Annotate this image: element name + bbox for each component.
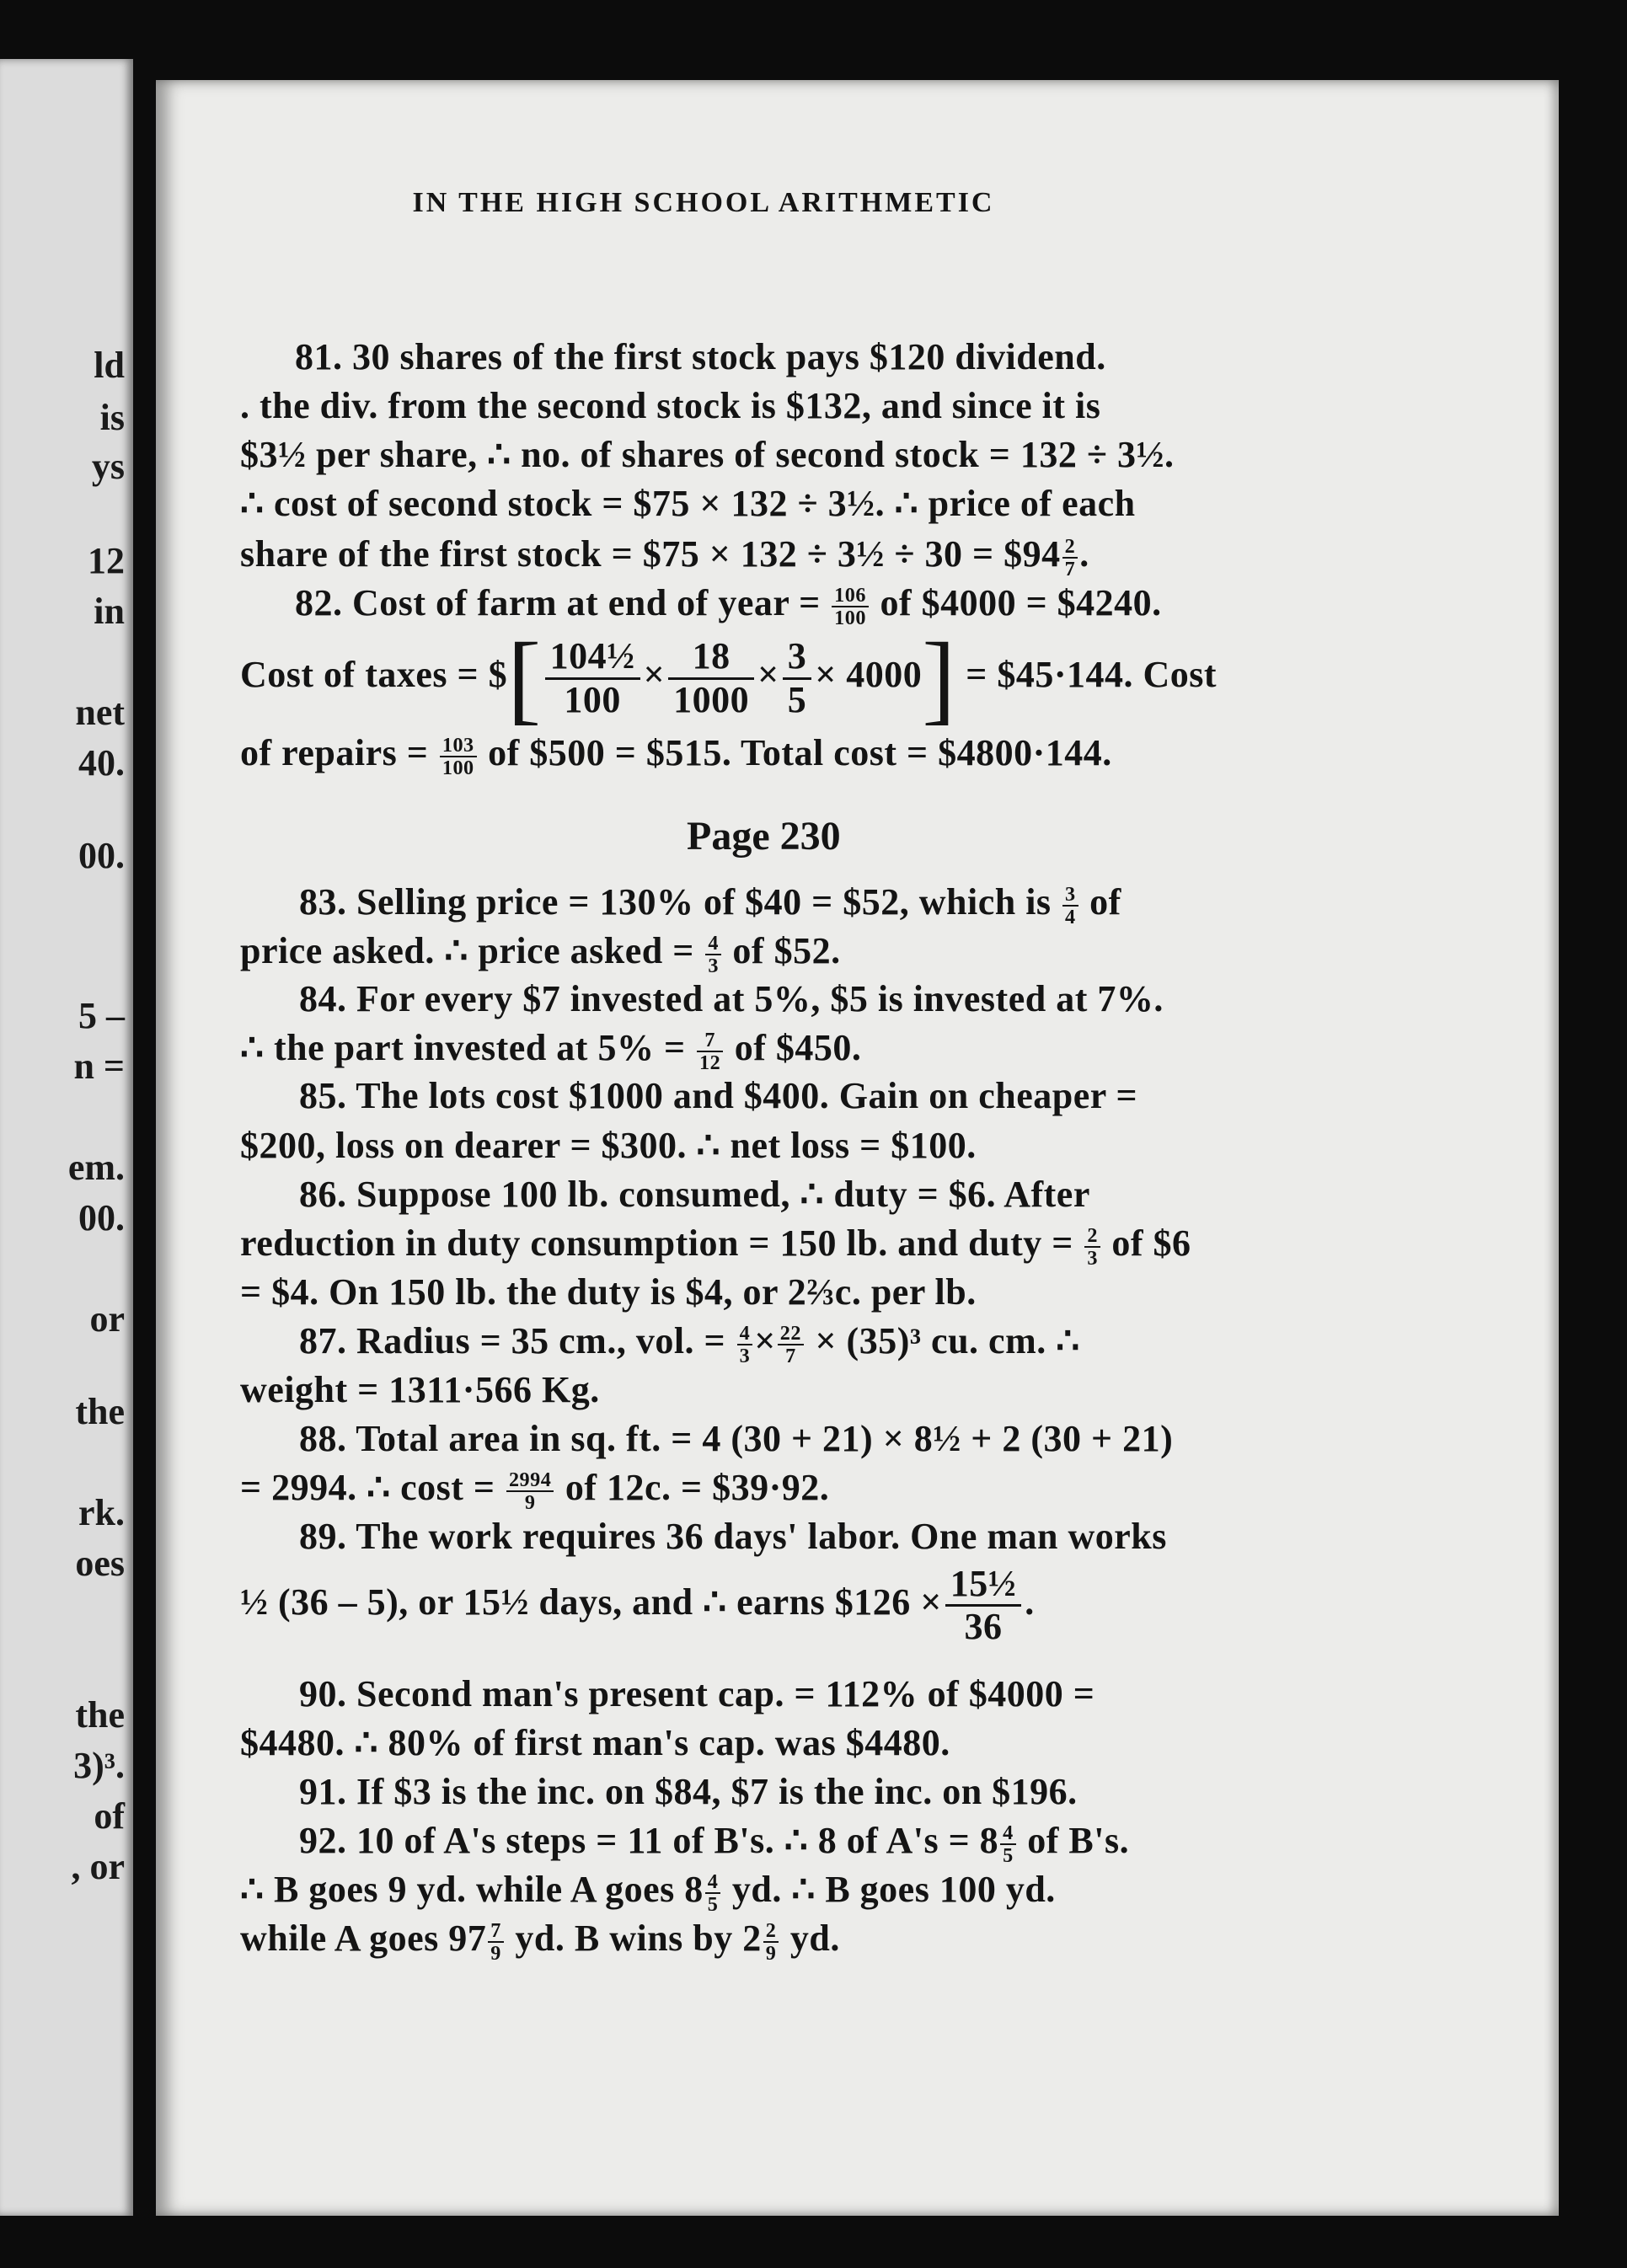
fraction: $\frac{4}{3}$ — [737, 1323, 753, 1367]
fraction: $\frac{2}{9}$ — [763, 1920, 779, 1965]
fraction: $\frac{22}{7}$ — [778, 1323, 804, 1367]
fraction: $\frac{4}{5}$ — [1000, 1822, 1016, 1867]
page-heading: Page 230 — [687, 814, 841, 859]
left-page-fragment: or — [89, 1298, 125, 1340]
left-page-fragment: of — [94, 1795, 125, 1837]
text-line: price asked. ∴ price asked = $\frac{4}{3}$ of $52. — [240, 930, 841, 977]
left-page-fragment: 00. — [78, 835, 125, 876]
left-page-fragment: net — [75, 692, 125, 733]
text-line: 83. Selling price = 130% of $40 = $52, which is $\frac{3}{4}$ of — [299, 881, 1121, 928]
text-line: ∴ cost of second stock = $75 × 132 ÷ 3½. ∴ price of each — [240, 483, 1136, 524]
left-page-fragment: ys — [91, 446, 125, 487]
text-line: of repairs = $\frac{103}{100}$ of $500 = $515. Total cost = $4800·144. — [240, 732, 1112, 779]
text-line: 86. Suppose 100 lb. consumed, ∴ duty = $6. After — [299, 1174, 1090, 1215]
left-page-fragment: 00. — [78, 1197, 125, 1238]
text-line: 87. Radius = 35 cm., vol. = $\frac{4}{3}$ × $\frac{22}{7}$ × (35)³ cu. cm. ∴ — [299, 1320, 1080, 1367]
fraction: $\frac{4}{5}$ — [705, 1871, 721, 1916]
fraction: $\frac{3}{5}$ — [783, 636, 812, 720]
fraction: $\frac{\text{104½}}{100}$ — [545, 636, 640, 720]
text-line: $200, loss on dearer = $300. ∴ net loss = $100. — [240, 1125, 977, 1166]
left-page-fragment: 3)³. — [73, 1745, 125, 1786]
fraction: $\frac{7}{12}$ — [697, 1030, 723, 1074]
fraction: $\frac{7}{9}$ — [488, 1920, 504, 1965]
text-line: while A goes 97 $\frac{7}{9}$ yd. B wins by 2 $\frac{2}{9}$ yd. — [240, 1918, 840, 1965]
text-line: ½ (36 – 5), or 15½ days, and ∴ earns $126 × $\frac{\text{15½}}{36}$ . — [240, 1563, 1035, 1648]
left-page-fragment: 40. — [78, 742, 125, 784]
left-page-fragment: oes — [75, 1543, 125, 1584]
text-line: $4480. ∴ 80% of first man's cap. was $4480. — [240, 1722, 950, 1763]
fraction: $\frac{103}{100}$ — [440, 735, 477, 779]
text-line: ∴ the part invested at 5% = $\frac{7}{12}$ of $450. — [240, 1027, 862, 1074]
left-page-fragment: in — [94, 591, 125, 632]
text-line: 90. Second man's present cap. = 112% of $4000 = — [299, 1673, 1095, 1714]
text-line: $3½ per share, ∴ no. of shares of second stock = 132 ÷ 3½. — [240, 434, 1175, 475]
fraction: $\frac{4}{3}$ — [705, 933, 721, 977]
left-page-fragment: 5 – — [78, 995, 125, 1036]
text-line: weight = 1311·566 Kg. — [240, 1369, 600, 1410]
text-line: 88. Total area in sq. ft. = 4 (30 + 21) × 8½ + 2 (30 + 21) — [299, 1418, 1174, 1459]
text-line: 85. The lots cost $1000 and $400. Gain on cheaper = — [299, 1075, 1138, 1116]
left-page-edge — [0, 59, 133, 2216]
text-line: = $4. On 150 lb. the duty is $4, or 2⅔c. per lb. — [240, 1271, 977, 1313]
text-line: 82. Cost of farm at end of year = $\frac{106}{100}$ of $4000 = $4240. — [295, 582, 1162, 629]
text-line: 84. For every $7 invested at 5%, $5 is invested at 7%. — [299, 978, 1164, 1019]
text-line: ∴ B goes 9 yd. while A goes 8 $\frac{4}{5}$ yd. ∴ B goes 100 yd. — [240, 1869, 1056, 1916]
left-page-fragment: rk. — [78, 1492, 125, 1533]
text-line: 81. 30 shares of the first stock pays $120 dividend. — [295, 336, 1106, 377]
running-head: IN THE HIGH SCHOOL ARITHMETIC — [412, 187, 995, 218]
fraction: $\frac{18}{1000}$ — [668, 636, 754, 720]
fraction: $\frac{\text{15½}}{36}$ — [945, 1564, 1022, 1648]
fraction: $\frac{2}{3}$ — [1084, 1225, 1100, 1270]
left-page-fragment: the — [75, 1391, 125, 1432]
fraction: $\frac{3}{4}$ — [1062, 884, 1078, 928]
left-page-fragment: em. — [67, 1147, 125, 1188]
left-page-fragment: , or — [71, 1846, 125, 1887]
left-page-fragment: 12 — [88, 540, 125, 581]
text-line: reduction in duty consumption = 150 lb. and duty = $\frac{2}{3}$ of $6 — [240, 1222, 1191, 1270]
text-line: 91. If $3 is the inc. on $84, $7 is the inc. on $196. — [299, 1771, 1078, 1812]
fraction: $\frac{2}{7}$ — [1062, 536, 1078, 580]
text-line: share of the first stock = $75 × 132 ÷ 3½ ÷ 30 = $94 $\frac{2}{7}$ . — [240, 533, 1089, 580]
left-page-fragment: the — [75, 1694, 125, 1736]
fraction: $\frac{2994}{9}$ — [506, 1469, 554, 1514]
left-page-fragment: n = — [73, 1046, 125, 1087]
left-page-fragment: is — [99, 397, 125, 438]
text-line: Cost of taxes = $[ $\frac{\text{104½}}{100}$ × $\frac{18}{1000}$ × $\frac{3}{5}$ × 4000] = $45·144. Cost — [240, 622, 1218, 734]
text-line: 89. The work requires 36 days' labor. One man works — [299, 1516, 1167, 1557]
fraction: $\frac{106}{100}$ — [832, 585, 869, 629]
left-page-fragment: ld — [94, 345, 125, 386]
text-line: = 2994. ∴ cost = $\frac{2994}{9}$ of 12c. = $39·92. — [240, 1467, 830, 1514]
text-line: . the div. from the second stock is $132, and since it is — [240, 385, 1101, 426]
text-line: 92. 10 of A's steps = 11 of B's. ∴ 8 of A's = 8 $\frac{4}{5}$ of B's. — [299, 1820, 1130, 1867]
